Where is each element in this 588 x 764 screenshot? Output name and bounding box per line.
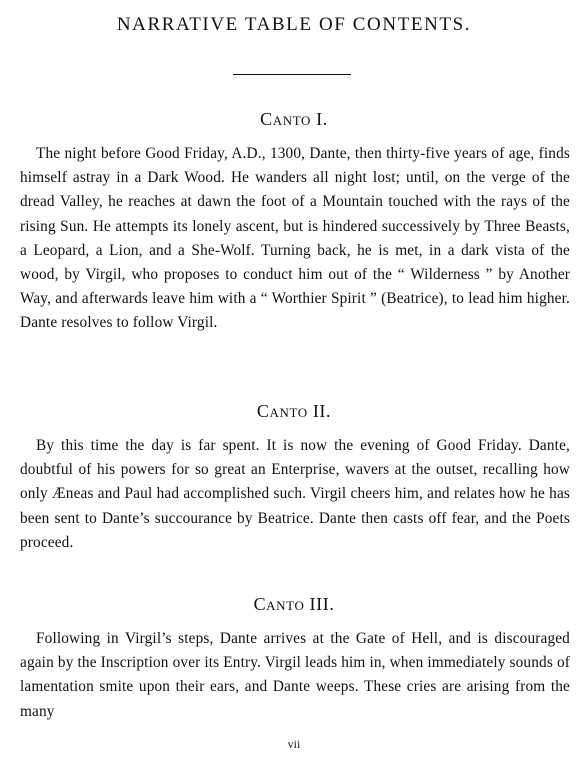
canto-heading: Canto II. [256, 401, 332, 421]
canto-heading: Canto I. [260, 109, 328, 129]
canto-heading: Canto III. [253, 594, 335, 614]
page-title: NARRATIVE TABLE OF CONTENTS. [116, 14, 472, 35]
title-divider [233, 74, 351, 75]
canto-summary: Following in Virgil’s steps, Dante arrives at the Gate of Hell, and is discouraged again by the Inscription over its Entry. Virgil leads him in, when immediately sounds of lamentation smite upon their ears, and Dante weeps. These cries are arising from the many [20, 630, 570, 720]
canto-summary: By this time the day is far spent. It is now the evening of Good Friday. Dante, doubtful of his powers for so great an Enterprise, wavers at the outset, recalling how only Æneas and Paul had accomplished such. Virgil cheers him, and relates how he has been sent to Dante’s succourance by Beatrice. Dante then casts off fear, and the Poets proceed. [20, 437, 570, 551]
canto-summary: The night before Good Friday, A.D., 1300, Dante, then thirty-five years of age, finds himself astray in a Dark Wood. He wanders all night lost; until, on the verge of the dread Valley, he reaches at dawn the foot of a Mountain touched with the rays of the rising Sun. He attempts its lonely ascent, but is hindered successively by Three Beasts, a Leopard, a Lion, and a She-Wolf. Turning back, he is met, in a dark vista of the wood, by Virgil, who proposes to conduct him out of the “ Wilderness ” by Another Way, and afterwards leave him with a “ Worthier Spirit ” (Beatrice), to lead him higher. Dante resolves to follow Virgil. [20, 145, 570, 332]
page-number: vii [287, 737, 301, 751]
